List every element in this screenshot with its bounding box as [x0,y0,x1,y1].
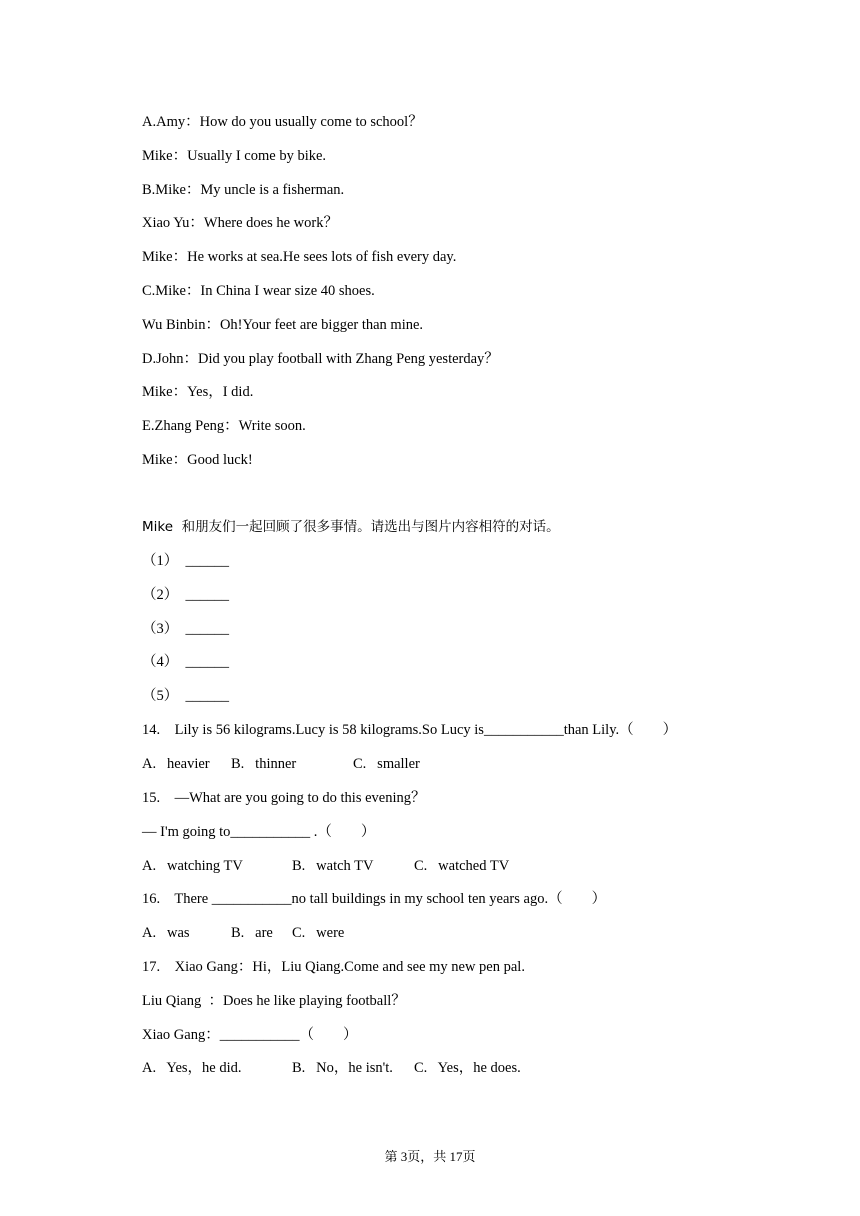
question-17-line-3: Xiao Gang：___________（ ） [142,1027,358,1043]
dialogue-line: Mike：Yes，I did. [142,384,254,400]
q17-option-b[interactable]: B. No，he isn't. [292,1060,393,1076]
q16-option-b[interactable]: B. are [231,925,273,941]
q15-option-b[interactable]: B. watch TV [292,858,374,874]
instruction: Mike 和朋友们一起回顾了很多事情。请选出与图片内容相符的对话。 [142,519,560,535]
page-footer: 第 3页，共 17页 [384,1149,476,1164]
answer-blank[interactable]: （3） ______ [142,621,229,637]
answer-blank[interactable]: （5） ______ [142,688,229,704]
question-15-answer-line: — I'm going to___________ .（ ） [142,824,376,840]
answer-blank[interactable]: （1） ______ [142,553,229,569]
q15-option-c[interactable]: C. watched TV [414,858,510,874]
dialogue-line: Mike：He works at sea.He sees lots of fish every day. [142,249,457,265]
q16-option-a[interactable]: A. was [142,925,190,941]
q15-option-a[interactable]: A. watching TV [142,858,243,874]
q14-option-a[interactable]: A. heavier [142,756,210,772]
question-15-stem: 15. —What are you going to do this evening？ [142,790,426,806]
dialogue-line: A.Amy：How do you usually come to school？ [142,114,423,130]
dialogue-line: D.John：Did you play football with Zhang Peng yesterday？ [142,351,499,367]
dialogue-line: Xiao Yu：Where does he work？ [142,215,338,231]
dialogue-line: B.Mike：My uncle is a fisherman. [142,182,345,198]
q17-option-c[interactable]: C. Yes，he does. [414,1060,521,1076]
dialogue-line: Wu Binbin：Oh!Your feet are bigger than mine. [142,317,424,333]
dialogue-line: C.Mike：In China I wear size 40 shoes. [142,283,375,299]
question-16-stem: 16. There ___________no tall buildings in my school ten years ago.（ ） [142,891,607,907]
dialogue-line: Mike：Good luck! [142,452,253,468]
dialogue-line: E.Zhang Peng：Write soon. [142,418,306,434]
answer-blank[interactable]: （4） ______ [142,654,229,670]
q14-option-c[interactable]: C. smaller [353,756,420,772]
q17-option-a[interactable]: A. Yes，he did. [142,1060,242,1076]
q16-option-c[interactable]: C. were [292,925,345,941]
q14-option-b[interactable]: B. thinner [231,756,297,772]
question-14-stem: 14. Lily is 56 kilograms.Lucy is 58 kilograms.So Lucy is___________than Lily.（ ） [142,722,678,738]
question-17-line-2: Liu Qiang ：Does he like playing football？ [142,993,406,1009]
question-17-stem: 17. Xiao Gang：Hi，Liu Qiang.Come and see my new pen pal. [142,959,525,975]
dialogue-line: Mike：Usually I come by bike. [142,148,327,164]
answer-blank[interactable]: （2） ______ [142,587,229,603]
